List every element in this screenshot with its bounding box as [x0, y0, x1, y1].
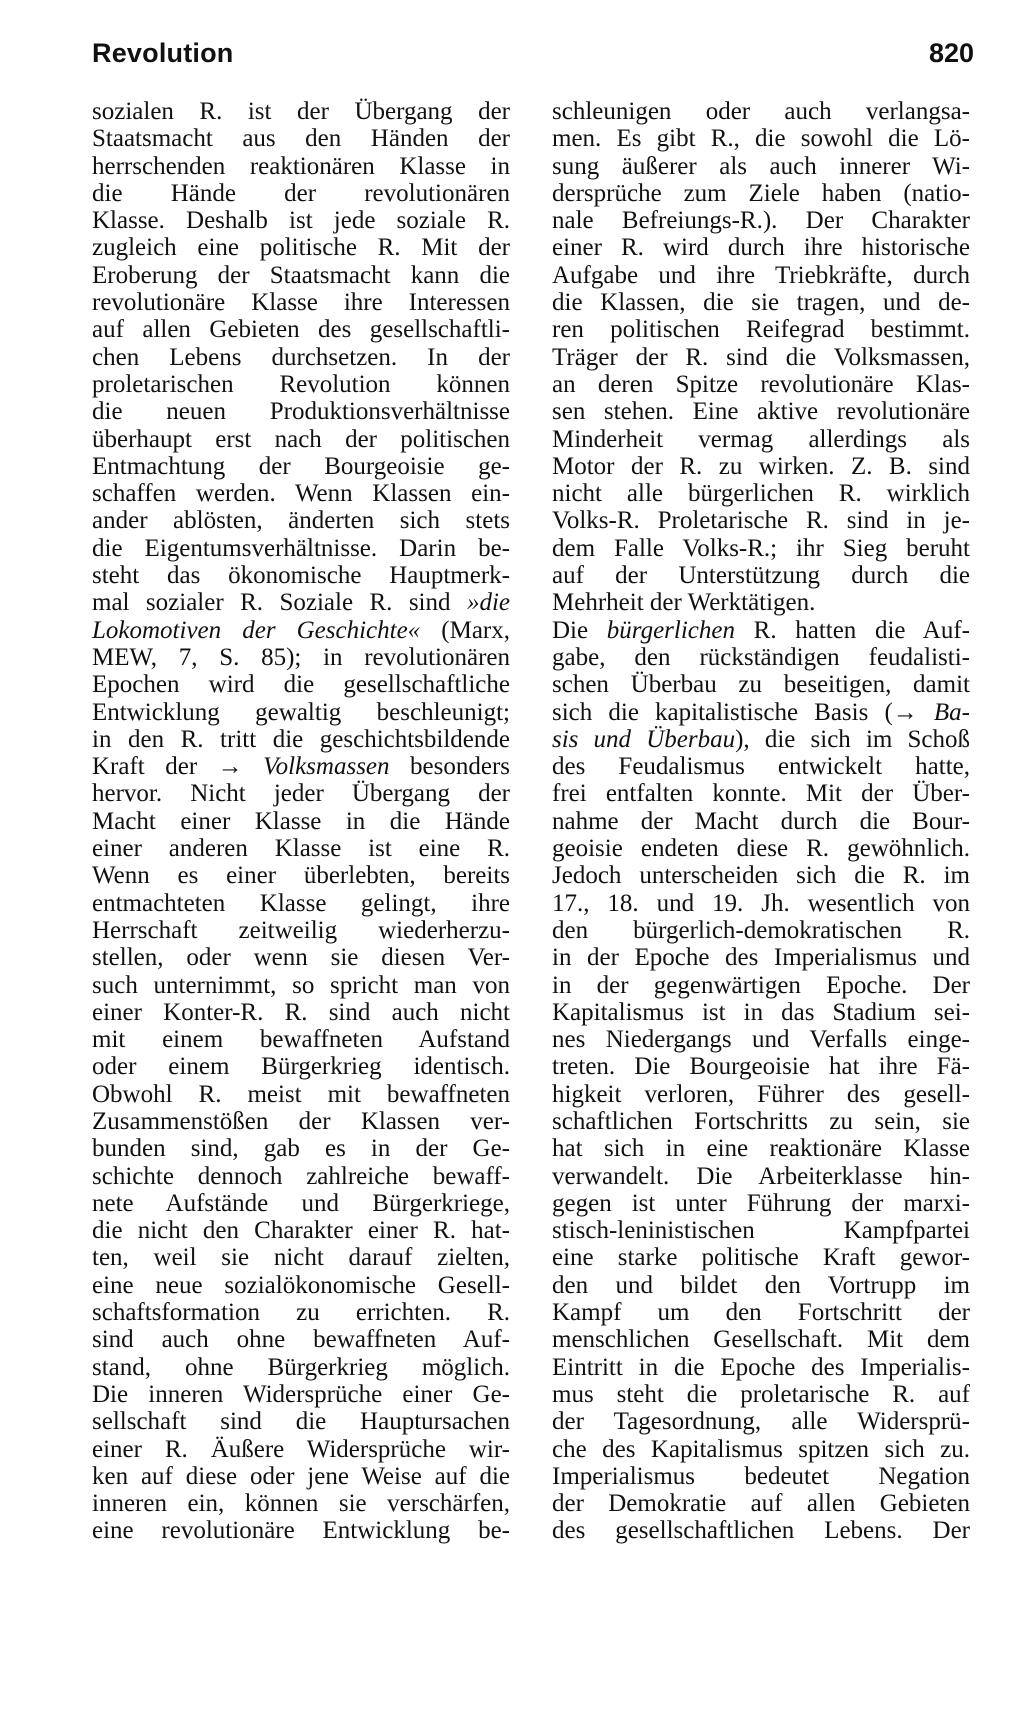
text-run: hervor. Nicht jeder Übergang der: [92, 780, 510, 808]
text-line: [92, 617, 510, 644]
text-line: [92, 753, 510, 780]
text-run: die Eigentumsverhältnisse. Darin be-: [92, 534, 510, 562]
text-line: [552, 289, 970, 316]
text-run: die nicht den Charakter einer R. hat-: [92, 1217, 510, 1245]
entry-title: Revolution: [92, 38, 234, 68]
text-run: proletarischen Revolution können: [92, 370, 510, 398]
text-line: [552, 344, 970, 371]
text-run: Herrschaft zeitweilig wiederherzu-: [92, 916, 510, 944]
text-line: [92, 180, 510, 207]
text-run: nes Niedergangs und Verfalls einge-: [552, 1026, 970, 1054]
text-line: [92, 1299, 510, 1326]
text-line: [552, 371, 970, 398]
text-run: Motor der R. zu wirken. Z. B. sind: [552, 452, 970, 480]
text-run: den und bildet den Vortrupp im: [552, 1271, 970, 1299]
text-line: [552, 1163, 970, 1190]
text-line: [92, 1408, 510, 1435]
text-run: Kapitalismus ist in das Stadium sei-: [552, 998, 970, 1026]
text-run: Die: [552, 616, 607, 644]
text-run: eine revolutionäre Entwicklung be-: [92, 1517, 510, 1545]
text-run: auf allen Gebieten des gesellschaftli-: [92, 316, 510, 344]
text-line: [552, 535, 970, 562]
text-line: [92, 1190, 510, 1217]
text-line: [92, 262, 510, 289]
text-run: sozialen R. ist der Übergang der: [92, 98, 510, 125]
text-line: [92, 453, 510, 480]
text-run: der Demokratie auf allen Gebieten: [552, 1490, 970, 1518]
text-line: [552, 507, 970, 534]
text-run: (Marx,: [420, 616, 510, 644]
text-run: frei entfalten konnte. Mit der Über-: [552, 780, 970, 808]
text-run: Imperialismus bedeutet Negation: [552, 1462, 970, 1490]
text-line: [552, 98, 970, 125]
text-run: higkeit verloren, Führer des gesell-: [552, 1080, 970, 1108]
text-line: [552, 999, 970, 1026]
text-line: [92, 862, 510, 889]
text-run: einer anderen Klasse ist eine R.: [92, 835, 510, 863]
text-run: gegen ist unter Führung der marxi-: [552, 1189, 970, 1217]
text-line: [92, 1463, 510, 1490]
text-run: überhaupt erst nach der politischen: [92, 425, 510, 453]
text-line: [552, 453, 970, 480]
text-line: [552, 207, 970, 234]
text-line: [92, 371, 510, 398]
text-run: zugleich eine politische R. Mit der: [92, 234, 510, 262]
text-run: ander ablösten, änderten sich stets: [92, 507, 510, 535]
text-run: ken auf diese oder jene Weise auf die: [92, 1462, 510, 1490]
text-line: [552, 671, 970, 698]
text-line: [92, 726, 510, 753]
text-line: [552, 1408, 970, 1435]
text-line: [92, 1272, 510, 1299]
text-line: [552, 808, 970, 835]
text-line: [552, 1190, 970, 1217]
text-run: nicht alle bürgerlichen R. wirklich: [552, 480, 970, 508]
text-run: steht das ökonomische Hauptmerk-: [92, 562, 510, 590]
text-line: [552, 1436, 970, 1463]
text-run: Entmachtung der Bourgeoisie ge-: [92, 452, 510, 480]
text-run: stellen, oder wenn sie diesen Ver-: [92, 944, 510, 972]
text-line: [92, 699, 510, 726]
text-line: [92, 316, 510, 343]
text-line: [552, 1053, 970, 1080]
text-run: che des Kapitalismus spitzen sich zu.: [552, 1435, 970, 1463]
text-run: men. Es gibt R., die sowohl die Lö-: [552, 125, 970, 153]
text-line: [552, 153, 970, 180]
text-line: [552, 726, 970, 753]
text-run: besonders: [389, 753, 510, 781]
text-line: [552, 917, 970, 944]
page-number: 820: [928, 38, 974, 68]
text-line: [552, 398, 970, 425]
text-line: [92, 1436, 510, 1463]
text-line: [552, 780, 970, 807]
text-run: Mehrheit der Werktätigen.: [552, 589, 816, 617]
text-line: [552, 1354, 970, 1381]
text-run: ren politischen Reifegrad bestimmt.: [552, 316, 970, 344]
text-line: [552, 944, 970, 971]
text-run: einer Konter-R. R. sind auch nicht: [92, 998, 510, 1026]
text-run: schen Überbau zu beseitigen, damit: [552, 671, 970, 699]
text-run: Volks-R. Proletarische R. sind in je-: [552, 507, 970, 535]
text-line: [552, 1272, 970, 1299]
text-run: sung äußerer als auch innerer Wi-: [552, 152, 970, 180]
text-line: [92, 125, 510, 152]
text-run: gabe, den rückständigen feudalisti-: [552, 643, 970, 671]
text-line: [552, 1299, 970, 1326]
italic-text: Ba-: [933, 698, 970, 726]
text-line: [92, 1026, 510, 1053]
text-line: [552, 1026, 970, 1053]
text-line: [92, 835, 510, 862]
text-line: [552, 316, 970, 343]
text-run: Aufgabe und ihre Triebkräfte, durch: [552, 261, 970, 289]
text-run: Eroberung der Staatsmacht kann die: [92, 261, 510, 289]
italic-text: Volksmassen: [263, 753, 390, 781]
text-run: herrschenden reaktionären Klasse in: [92, 152, 510, 180]
right-column: [552, 98, 970, 1545]
text-run: in den R. tritt die geschichtsbildende: [92, 725, 510, 753]
text-run: ten, weil sie nicht darauf zielten,: [92, 1244, 510, 1272]
text-run: stisch-leninistischen Kampfpartei: [552, 1217, 970, 1245]
text-run: die Klassen, die sie tragen, und de-: [552, 289, 970, 317]
left-column: [92, 98, 510, 1545]
text-run: menschlichen Gesellschaft. Mit dem: [552, 1326, 970, 1354]
text-line: [92, 808, 510, 835]
text-line: [552, 125, 970, 152]
text-line: [552, 753, 970, 780]
text-line: [552, 1463, 970, 1490]
text-run: stand, ohne Bürgerkrieg möglich.: [92, 1353, 510, 1381]
text-line: [552, 234, 970, 261]
text-line: [92, 780, 510, 807]
text-line: [552, 1135, 970, 1162]
text-run: entmachteten Klasse gelingt, ihre: [92, 889, 510, 917]
text-line: [92, 1108, 510, 1135]
text-line: [92, 1326, 510, 1353]
text-run: einer R. wird durch ihre historische: [552, 234, 970, 262]
text-run: Zusammenstößen der Klassen ver-: [92, 1107, 510, 1135]
text-line: [92, 1163, 510, 1190]
text-line: [552, 480, 970, 507]
text-line: [92, 480, 510, 507]
text-line: [92, 507, 510, 534]
text-run: dersprüche zum Ziele haben (natio-: [552, 179, 970, 207]
text-run: Macht einer Klasse in die Hände: [92, 807, 510, 835]
text-line: [552, 1244, 970, 1271]
text-line: [552, 1217, 970, 1244]
text-line: [552, 835, 970, 862]
text-line: [92, 1135, 510, 1162]
text-run: Klasse. Deshalb ist jede soziale R.: [92, 207, 510, 235]
text-line: [552, 562, 970, 589]
text-run: sen stehen. Eine aktive revolutionäre: [552, 398, 970, 426]
text-line: [552, 1381, 970, 1408]
text-run: des Feudalismus entwickelt hatte,: [552, 753, 970, 781]
text-run: mit einem bewaffneten Aufstand: [92, 1026, 510, 1054]
text-line: [92, 398, 510, 425]
text-line: [552, 180, 970, 207]
italic-text: bürgerlichen: [606, 616, 735, 644]
text-line: [552, 699, 970, 726]
text-run: mal sozialer R. Soziale R. sind: [92, 589, 467, 617]
text-run: der Tagesordnung, alle Widersprü-: [552, 1408, 970, 1436]
text-line: [92, 999, 510, 1026]
text-run: eine starke politische Kraft gewor-: [552, 1244, 970, 1272]
text-run: schleunigen oder auch verlangsa-: [552, 98, 970, 125]
text-line: [92, 917, 510, 944]
text-line: [552, 617, 970, 644]
text-run: inneren ein, können sie verschärfen,: [92, 1490, 510, 1518]
text-run: nahme der Macht durch die Bour-: [552, 807, 970, 835]
text-run: Kampf um den Fortschritt der: [552, 1299, 970, 1327]
text-line: [552, 644, 970, 671]
text-run: in der gegenwärtigen Epoche. Der: [552, 971, 970, 999]
text-run: hat sich in eine reaktionäre Klasse: [552, 1135, 970, 1163]
text-run: Staatsmacht aus den Händen der: [92, 125, 510, 153]
text-run: such unternimmt, so spricht man von: [92, 971, 510, 999]
text-line: [92, 944, 510, 971]
text-run: sich die kapitalistische Basis (→: [552, 698, 934, 726]
page-header: [92, 38, 974, 78]
text-run: mus steht die proletarische R. auf: [552, 1380, 970, 1408]
text-line: [92, 234, 510, 261]
text-run: Entwicklung gewaltig beschleunigt;: [92, 698, 510, 726]
text-run: Eintritt in die Epoche des Imperialis-: [552, 1353, 970, 1381]
text-run: 17., 18. und 19. Jh. wesentlich von: [552, 889, 970, 917]
text-line: [552, 426, 970, 453]
text-line: [552, 1517, 970, 1544]
text-run: an deren Spitze revolutionäre Klas-: [552, 370, 970, 398]
text-run: Epochen wird die gesellschaftliche: [92, 671, 510, 699]
text-run: Obwohl R. meist mit bewaffneten: [92, 1080, 510, 1108]
text-run: Jedoch unterscheiden sich die R. im: [552, 862, 970, 890]
italic-text: »die: [466, 589, 510, 617]
text-line: [92, 1517, 510, 1544]
text-run: oder einem Bürgerkrieg identisch.: [92, 1053, 510, 1081]
text-run: Kraft der →: [92, 753, 264, 781]
text-line: [552, 1326, 970, 1353]
text-run: die neuen Produktionsverhältnisse: [92, 398, 510, 426]
text-run: Minderheit vermag allerdings als: [552, 425, 970, 453]
text-run: MEW, 7, S. 85); in revolutionären: [92, 643, 510, 671]
text-run: nale Befreiungs-R.). Der Charakter: [552, 207, 970, 235]
text-run: Wenn es einer überlebten, bereits: [92, 862, 510, 890]
text-run: verwandelt. Die Arbeiterklasse hin-: [552, 1162, 970, 1190]
text-line: [92, 1217, 510, 1244]
text-run: schichte dennoch zahlreiche bewaff-: [92, 1162, 510, 1190]
text-run: eine neue sozialökonomische Gesell-: [92, 1271, 510, 1299]
text-run: nete Aufstände und Bürgerkriege,: [92, 1189, 510, 1217]
text-line: [92, 890, 510, 917]
text-line: [92, 289, 510, 316]
italic-text: sis und Überbau: [552, 725, 736, 753]
text-line: [92, 671, 510, 698]
text-line: [92, 426, 510, 453]
text-line: [92, 1081, 510, 1108]
text-run: ), die sich im Schoß: [735, 725, 970, 753]
text-line: [552, 1108, 970, 1135]
text-line: [92, 1053, 510, 1080]
text-run: schaftsformation zu errichten. R.: [92, 1299, 510, 1327]
text-line: [552, 262, 970, 289]
text-run: dem Falle Volks-R.; ihr Sieg beruht: [552, 534, 970, 562]
text-line: [92, 98, 510, 125]
text-run: sind auch ohne bewaffneten Auf-: [92, 1326, 510, 1354]
text-run: des gesellschaftlichen Lebens. Der: [552, 1517, 970, 1545]
text-line: [552, 589, 970, 616]
text-line: [552, 972, 970, 999]
text-line: [92, 644, 510, 671]
text-run: Die inneren Widersprüche einer Ge-: [92, 1380, 510, 1408]
text-line: [92, 207, 510, 234]
text-line: [92, 535, 510, 562]
text-run: R. hatten die Auf-: [734, 616, 970, 644]
text-line: [552, 890, 970, 917]
text-line: [92, 562, 510, 589]
text-run: bunden sind, gab es in der Ge-: [92, 1135, 510, 1163]
text-line: [552, 1490, 970, 1517]
text-run: Träger der R. sind die Volksmassen,: [552, 343, 970, 371]
text-line: [92, 344, 510, 371]
text-run: die Hände der revolutionären: [92, 179, 510, 207]
text-line: [92, 1354, 510, 1381]
text-line: [92, 1490, 510, 1517]
text-line: [552, 862, 970, 889]
text-line: [92, 153, 510, 180]
text-run: auf der Unterstützung durch die: [552, 562, 970, 590]
text-run: den bürgerlich-demokratischen R.: [552, 916, 970, 944]
italic-text: Lokomotiven der Geschichte«: [92, 616, 421, 644]
text-run: treten. Die Bourgeoisie hat ihre Fä-: [552, 1053, 970, 1081]
text-line: [92, 1244, 510, 1271]
text-line: [92, 589, 510, 616]
text-line: [92, 972, 510, 999]
text-run: revolutionäre Klasse ihre Interessen: [92, 289, 510, 317]
text-run: schaftlichen Fortschritts zu sein, sie: [552, 1107, 970, 1135]
text-line: [92, 1381, 510, 1408]
text-run: sellschaft sind die Hauptursachen: [92, 1408, 510, 1436]
text-run: geoisie endeten diese R. gewöhnlich.: [552, 835, 970, 863]
text-run: einer R. Äußere Widersprüche wir-: [92, 1435, 510, 1463]
text-run: schaffen werden. Wenn Klassen ein-: [92, 480, 510, 508]
text-run: chen Lebens durchsetzen. In der: [92, 343, 510, 371]
text-run: in der Epoche des Imperialismus und: [552, 944, 970, 972]
text-line: [552, 1081, 970, 1108]
